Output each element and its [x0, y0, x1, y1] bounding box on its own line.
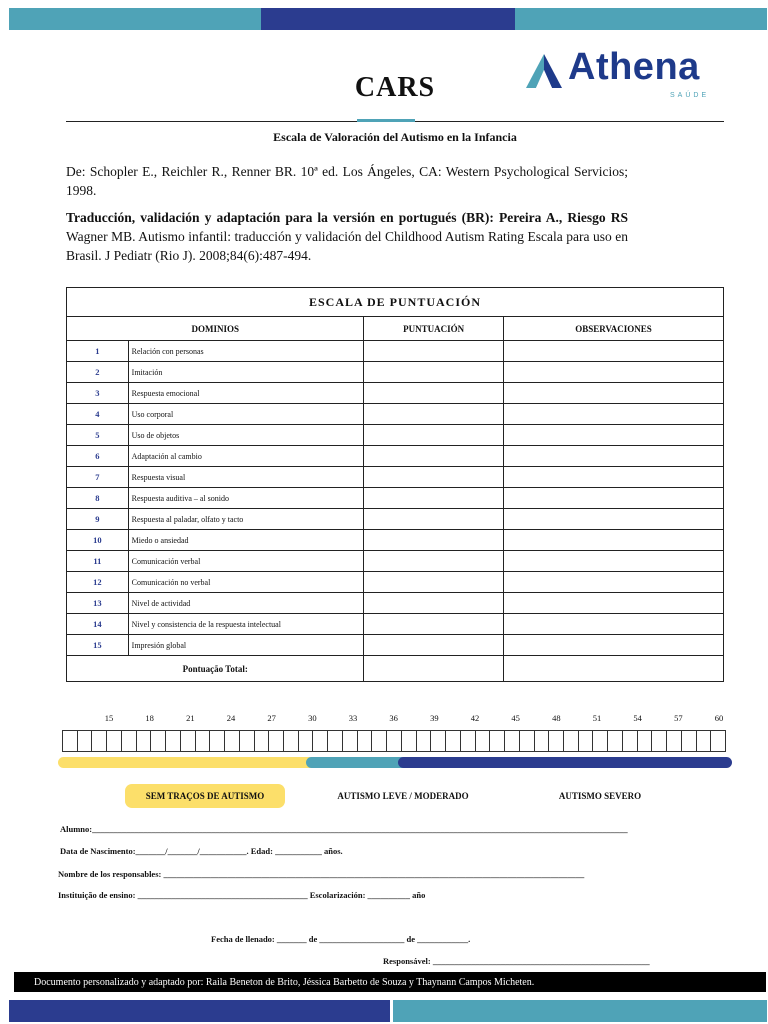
- notes-cell[interactable]: [503, 362, 723, 383]
- score-box[interactable]: [622, 730, 637, 752]
- student-field[interactable]: Alumno:______________________________________________________________________________________________________________________________: [60, 824, 628, 834]
- score-box[interactable]: [327, 730, 342, 752]
- score-box[interactable]: [666, 730, 681, 752]
- domain-label: Comunicación verbal: [128, 551, 364, 572]
- score-box[interactable]: [165, 730, 180, 752]
- logo-wordmark: Athena: [568, 46, 700, 88]
- score-cell[interactable]: [364, 530, 503, 551]
- score-box[interactable]: [710, 730, 726, 752]
- score-box[interactable]: [283, 730, 298, 752]
- translation-reference-bold: Traducción, validación y adaptación para la versión en portugués (BR): Pereira A., Riesgo RS: [66, 210, 628, 225]
- row-number: 2: [67, 362, 129, 383]
- score-cell[interactable]: [364, 572, 503, 593]
- translation-reference-rest: Wagner MB. Autismo infantil: traducción y validación del Childhood Autism Rating Escala para uso en Brasil. J Pediatr (Rio J). 2008;84(6):487-494.: [66, 229, 628, 263]
- notes-cell[interactable]: [503, 635, 723, 656]
- notes-cell[interactable]: [503, 572, 723, 593]
- score-box[interactable]: [195, 730, 210, 752]
- score-box[interactable]: [224, 730, 239, 752]
- total-score-cell[interactable]: [364, 656, 503, 682]
- range-bar-severe: [398, 757, 732, 768]
- score-box[interactable]: [578, 730, 593, 752]
- notes-cell[interactable]: [503, 593, 723, 614]
- scale-tick-label: 18: [145, 713, 154, 723]
- top-band-center: [261, 8, 515, 30]
- notes-cell[interactable]: [503, 341, 723, 362]
- score-cell[interactable]: [364, 425, 503, 446]
- table-row: [67, 530, 724, 551]
- score-box[interactable]: [489, 730, 504, 752]
- row-number: 15: [67, 635, 129, 656]
- row-number: 6: [67, 446, 129, 467]
- table-row: [67, 383, 724, 404]
- domain-label: Nivel y consistencia de la respuesta intelectual: [128, 614, 364, 635]
- athena-logo: [524, 46, 724, 104]
- total-notes-cell[interactable]: [503, 656, 723, 682]
- table-row: [67, 635, 724, 656]
- score-cell[interactable]: [364, 383, 503, 404]
- responsible-field[interactable]: Responsável: ___________________________________________________: [383, 956, 650, 966]
- row-number: 8: [67, 488, 129, 509]
- row-number: 13: [67, 593, 129, 614]
- table-row: [67, 467, 724, 488]
- scale-tick-label: 48: [552, 713, 561, 723]
- row-number: 3: [67, 383, 129, 404]
- score-box[interactable]: [121, 730, 136, 752]
- domain-label: Miedo o ansiedad: [128, 530, 364, 551]
- notes-cell[interactable]: [503, 551, 723, 572]
- notes-cell[interactable]: [503, 488, 723, 509]
- row-number: 11: [67, 551, 129, 572]
- score-box[interactable]: [696, 730, 711, 752]
- table-row: [67, 446, 724, 467]
- score-box[interactable]: [209, 730, 224, 752]
- domain-label: Uso corporal: [128, 404, 364, 425]
- score-table: [66, 287, 724, 682]
- table-row: [67, 425, 724, 446]
- scale-tick-label: 57: [674, 713, 683, 723]
- translation-reference: [66, 208, 628, 265]
- domain-label: Uso de objetos: [128, 425, 364, 446]
- score-box[interactable]: [150, 730, 165, 752]
- domain-label: Impresión global: [128, 635, 364, 656]
- table-row: [67, 509, 724, 530]
- scale-tick-label: 33: [348, 713, 358, 723]
- notes-cell[interactable]: [503, 530, 723, 551]
- score-box[interactable]: [312, 730, 327, 752]
- category-no-autism: SEM TRAÇOS DE AUTISMO: [125, 784, 285, 808]
- score-box[interactable]: [91, 730, 106, 752]
- domain-label: Imitación: [128, 362, 364, 383]
- bottom-band-left: [9, 1000, 390, 1022]
- scale-tick-label: 24: [226, 713, 236, 723]
- column-header-notes: OBSERVACIONES: [503, 317, 723, 341]
- notes-cell[interactable]: [503, 404, 723, 425]
- score-box[interactable]: [268, 730, 283, 752]
- score-box[interactable]: [548, 730, 563, 752]
- notes-cell[interactable]: [503, 383, 723, 404]
- row-number: 1: [67, 341, 129, 362]
- score-box[interactable]: [106, 730, 121, 752]
- score-box[interactable]: [504, 730, 519, 752]
- fill-date-field[interactable]: Fecha de llenado: _______ de ____________________ de ____________.: [211, 934, 471, 944]
- row-number: 7: [67, 467, 129, 488]
- table-row: [67, 488, 724, 509]
- scale-tick-label: 45: [511, 713, 520, 723]
- score-box[interactable]: [386, 730, 401, 752]
- logo-subtitle: SAÚDE: [670, 92, 710, 99]
- table-row: [67, 593, 724, 614]
- score-cell[interactable]: [364, 593, 503, 614]
- score-box[interactable]: [430, 730, 445, 752]
- page-title: CARS: [354, 72, 436, 103]
- score-cell[interactable]: [364, 635, 503, 656]
- scale-tick-label: 21: [186, 713, 195, 723]
- score-box[interactable]: [401, 730, 416, 752]
- domain-label: Respuesta emocional: [128, 383, 364, 404]
- notes-cell[interactable]: [503, 467, 723, 488]
- footer-credits: Documento personalizado y adaptado por: Raila Beneton de Brito, Jéssica Barbetto de Souza y Thaynann Campos Micheten.: [14, 972, 766, 992]
- row-number: 14: [67, 614, 129, 635]
- notes-cell[interactable]: [503, 614, 723, 635]
- scale-tick-label: 51: [592, 713, 602, 723]
- score-box[interactable]: [357, 730, 372, 752]
- notes-cell[interactable]: [503, 425, 723, 446]
- athena-logo-icon: [524, 52, 564, 92]
- bottom-band-right: [393, 1000, 767, 1022]
- score-box[interactable]: [607, 730, 622, 752]
- score-cell[interactable]: [364, 467, 503, 488]
- page-subtitle: Escala de Valoración del Autismo en la Infancia: [273, 130, 517, 144]
- column-header-score: PUNTUACIÓN: [364, 317, 503, 341]
- score-box[interactable]: [592, 730, 607, 752]
- score-box[interactable]: [77, 730, 92, 752]
- row-number: 12: [67, 572, 129, 593]
- row-number: 5: [67, 425, 129, 446]
- score-box[interactable]: [136, 730, 151, 752]
- table-row: [67, 362, 724, 383]
- score-box[interactable]: [342, 730, 357, 752]
- range-bar-none: [58, 757, 318, 768]
- score-cell[interactable]: [364, 551, 503, 572]
- score-cell[interactable]: [364, 341, 503, 362]
- score-box[interactable]: [371, 730, 386, 752]
- score-cell[interactable]: [364, 488, 503, 509]
- institution-field[interactable]: Instituição de ensino: ________________________________________ Escolarización: __________ año: [58, 890, 426, 900]
- notes-cell[interactable]: [503, 509, 723, 530]
- domain-label: Respuesta visual: [128, 467, 364, 488]
- score-box[interactable]: [62, 730, 77, 752]
- domain-label: Respuesta auditiva – al sonido: [128, 488, 364, 509]
- scale-tick-label: 27: [267, 713, 276, 723]
- top-band-left: [9, 8, 261, 30]
- row-number: 10: [67, 530, 129, 551]
- scale-tick-label: 39: [430, 713, 439, 723]
- score-boxes: [62, 730, 726, 750]
- score-cell[interactable]: [364, 362, 503, 383]
- scale-tick-label: 15: [104, 713, 114, 723]
- score-cell[interactable]: [364, 614, 503, 635]
- table-row: [67, 404, 724, 425]
- top-band-right: [515, 8, 767, 30]
- score-cell[interactable]: [364, 509, 503, 530]
- table-row: [67, 572, 724, 593]
- table-row: [67, 551, 724, 572]
- score-box[interactable]: [563, 730, 578, 752]
- domain-label: Adaptación al cambio: [128, 446, 364, 467]
- scale-tick-label: 36: [389, 713, 398, 723]
- score-box[interactable]: [651, 730, 666, 752]
- domain-label: Relación con personas: [128, 341, 364, 362]
- scale-tick-label: 42: [470, 713, 480, 723]
- scale-tick-label: 60: [714, 713, 724, 723]
- score-cell[interactable]: [364, 404, 503, 425]
- score-box[interactable]: [180, 730, 195, 752]
- source-reference: De: Schopler E., Reichler R., Renner BR. 10ª ed. Los Ángeles, CA: Western Psychological Servicios; 1998.: [66, 164, 628, 198]
- table-row: [67, 614, 724, 635]
- score-box[interactable]: [681, 730, 696, 752]
- score-box[interactable]: [254, 730, 269, 752]
- score-box[interactable]: [475, 730, 490, 752]
- row-number: 9: [67, 509, 129, 530]
- column-header-domains: DOMINIOS: [67, 317, 364, 341]
- score-box[interactable]: [519, 730, 534, 752]
- scale-tick-label: 30: [308, 713, 317, 723]
- domain-label: Respuesta al paladar, olfato y tacto: [128, 509, 364, 530]
- title-accent: [357, 119, 415, 122]
- domain-label: Comunicación no verbal: [128, 572, 364, 593]
- table-title: ESCALA DE PUNTUACIÓN: [67, 288, 724, 317]
- score-box[interactable]: [416, 730, 431, 752]
- total-label: Pontuação Total:: [67, 656, 364, 682]
- score-box[interactable]: [298, 730, 313, 752]
- notes-cell[interactable]: [503, 446, 723, 467]
- score-box[interactable]: [534, 730, 549, 752]
- category-mild-moderate: AUTISMO LEVE / MODERADO: [337, 791, 469, 801]
- score-box[interactable]: [445, 730, 460, 752]
- score-box[interactable]: [460, 730, 475, 752]
- category-severe: AUTISMO SEVERO: [558, 791, 642, 801]
- table-row: [67, 341, 724, 362]
- row-number: 4: [67, 404, 129, 425]
- guardians-field[interactable]: Nombre de los responsables: ___________________________________________________________________________________________________: [58, 869, 585, 879]
- score-cell[interactable]: [364, 446, 503, 467]
- score-box[interactable]: [637, 730, 652, 752]
- score-box[interactable]: [239, 730, 254, 752]
- domain-label: Nivel de actividad: [128, 593, 364, 614]
- birthdate-field[interactable]: Data de Nascimento:_______/_______/___________. Edad: ___________ años.: [60, 846, 343, 856]
- scale-tick-label: 54: [633, 713, 642, 723]
